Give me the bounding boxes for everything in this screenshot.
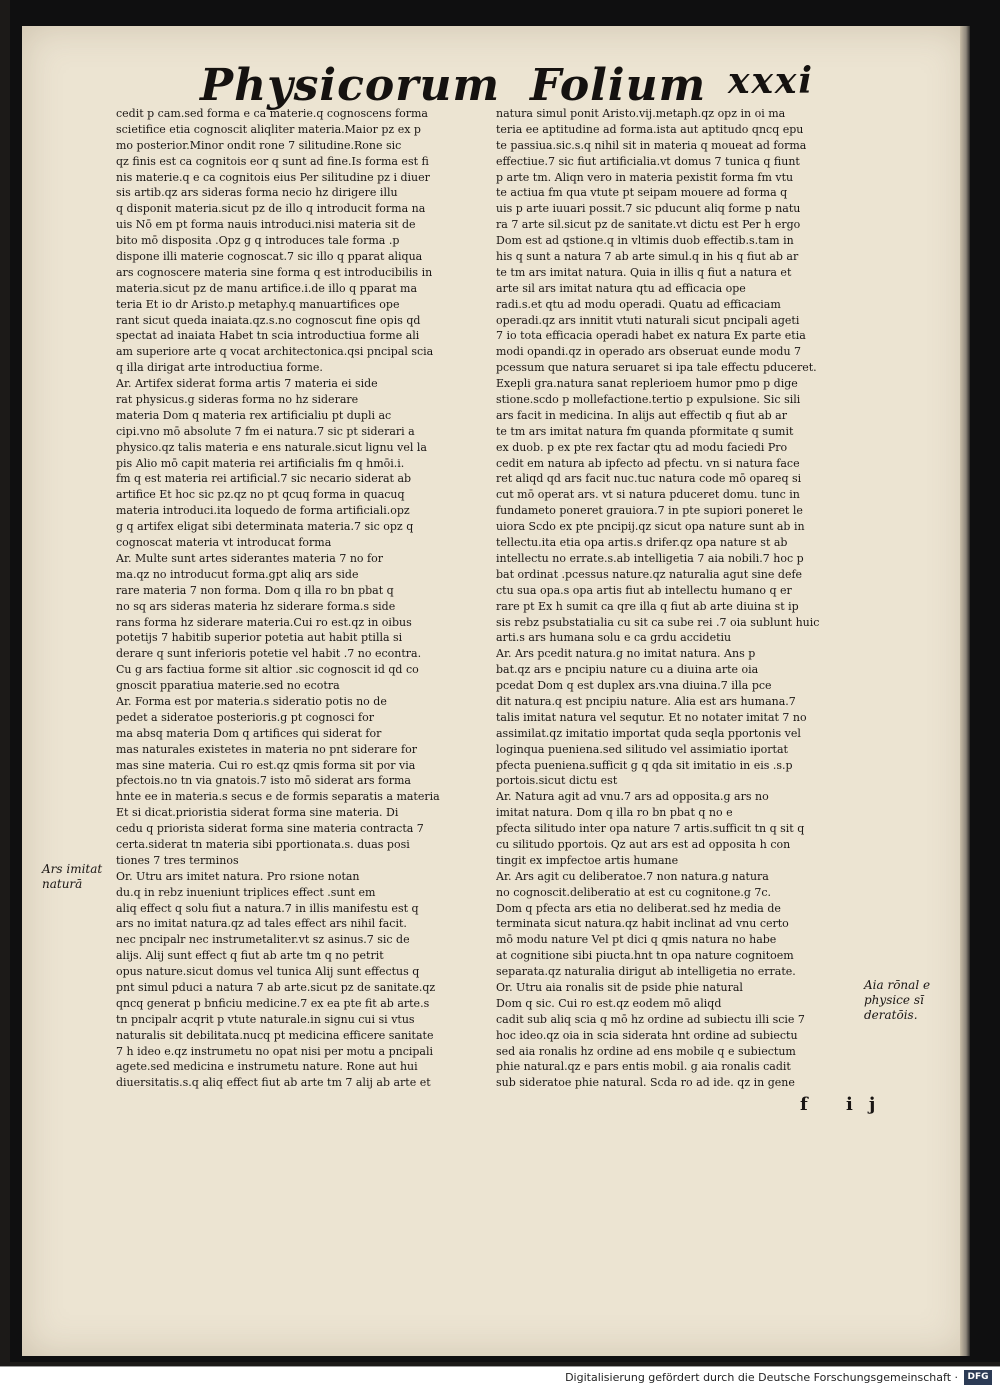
text-line: assimilat.qz imitatio importat quda seqla pportonis vel <box>496 726 801 740</box>
text-line: sub sideratoe phie natural. Scda ro ad ide. qz in gene <box>496 1076 795 1090</box>
text-line: cedit p cam.sed forma e ca materie.q cognoscens forma <box>116 107 428 120</box>
text-line: Ar. Ars agit cu deliberatoe.7 non natura.g natura <box>496 869 769 883</box>
signature-mark: f ij <box>800 1094 892 1115</box>
text-line: qncq generat p bnficiu medicine.7 ex ea pte fit ab arte.s <box>116 996 430 1010</box>
text-line: ars no imitat natura.qz ad tales effect ars nihil facit. <box>116 917 407 931</box>
margin-note-line: deratōis. <box>864 1008 918 1022</box>
text-line: Et si dicat.prioristia siderat forma sine materia. Di <box>116 806 399 820</box>
text-line: dit natura.q est pncipiu nature. Alia est ars humana.7 <box>496 694 796 708</box>
text-line: uiora Scdo ex pte pncipij.qz sicut opa nature sunt ab in <box>496 520 805 534</box>
text-line: agete.sed medicina e instrumetu nature. Rone aut hui <box>116 1060 418 1074</box>
text-line: pfecta silitudo inter opa nature 7 artis.sufficit tn q sit q <box>496 822 805 836</box>
text-line: uis p arte iuuari possit.7 sic pducunt aliq forme p natu <box>496 202 801 216</box>
text-line: natura simul ponit Aristo.vij.metaph.qz opz in oi ma <box>496 107 786 120</box>
text-line: sis artib.qz ars sideras forma necio hz dirigere illu <box>116 186 398 200</box>
text-line: dispone illi materie cognoscat.7 sic illo q pparat aliqua <box>116 250 423 264</box>
footer-bar <box>0 1366 1000 1389</box>
text-line: Cu g ars factiua forme sit altior .sic cognoscit id qd co <box>116 663 419 677</box>
text-line: cadit sub aliq scia q mō hz ordine ad subiectu illi scie 7 <box>496 1012 805 1026</box>
text-line: tiones 7 tres terminos <box>116 853 239 867</box>
text-line: sed aia ronalis hz ordine ad ens mobile q e subiectum <box>496 1044 796 1058</box>
text-line: fundameto poneret grauiora.7 in pte supiori poneret le <box>496 504 803 518</box>
text-line: gnoscit pparatiua materie.sed no ecotra <box>116 679 340 693</box>
text-line: g q artifex eligat sibi determinata materia.7 sic opz q <box>116 520 414 534</box>
text-line: te tm ars imitat natura. Quia in illis q fiut a natura et <box>496 265 792 279</box>
text-line: tn pncipalr acqrit p vtute naturale.in signu cui si vtus <box>116 1012 415 1026</box>
text-line: ars facit in medicina. In alijs aut effectib q fiut ab ar <box>496 408 787 422</box>
text-line: arti.s ars humana solu e ca grdu accidetiu <box>496 631 732 645</box>
text-line: materia.sicut pz de manu artifice.i.de illo q pparat ma <box>116 281 418 295</box>
text-line: tellectu.ita etia opa artis.s drifer.qz opa nature st ab <box>496 536 788 550</box>
text-line: Dom est ad qstione.q in vltimis duob effectib.s.tam in <box>496 234 794 248</box>
text-line: ctu sua opa.s opa artis fiut ab intellectu humano q er <box>496 583 792 597</box>
text-line: certa.siderat tn materia sibi pportionata.s. duas posi <box>116 837 410 851</box>
text-line: du.q in rebz inueniunt triplices effect .sunt em <box>116 885 376 899</box>
text-line: nec pncipalr nec instrumetaliter.vt sz asinus.7 sic de <box>116 933 410 947</box>
text-line: Ar. Ars pcedit natura.g no imitat natura. Ans p <box>496 647 756 661</box>
right-margin-note <box>864 978 930 1023</box>
text-line: operadi.qz ars innitit vtuti naturali sicut pncipali ageti <box>496 313 800 327</box>
text-line: hnte ee in materia.s secus e de formis separatis a materia <box>116 790 440 804</box>
margin-note-line: physice sī <box>864 993 924 1007</box>
text-line: teria Et io dr Aristo.p metaphy.q manuartifices ope <box>116 297 400 311</box>
text-line: cedu q priorista siderat forma sine materia contracta 7 <box>116 822 424 836</box>
text-line: fm q est materia rei artificial.7 sic necario siderat ab <box>116 472 412 486</box>
text-line: aliq effect q solu fiut a natura.7 in illis manifestu est q <box>116 901 419 915</box>
text-line: phie natural.qz e pars entis mobil. g aia ronalis cadit <box>496 1060 791 1074</box>
text-line: cipi.vno mō absolute 7 fm ei natura.7 sic pt siderari a <box>116 424 415 438</box>
text-line: ra 7 arte sil.sicut pz de sanitate.vt dictu est Per h ergo <box>496 218 801 232</box>
text-line: alijs. Alij sunt effect q fiut ab arte tm q no petrit <box>116 949 384 963</box>
text-line: Exepli gra.natura sanat replerioem humor pmo p dige <box>496 377 798 391</box>
text-line: uis Nō em pt forma nauis introduci.nisi materia sit de <box>116 218 416 232</box>
text-line: mo posterior.Minor ondit rone 7 silitudine.Rone sic <box>116 138 402 152</box>
text-line: q illa dirigat arte introductiua forme. <box>116 361 323 375</box>
page-edge <box>960 26 970 1356</box>
text-line: nis materie.q e ca cognitois eius Per silitudine pz i diuer <box>116 170 430 184</box>
text-line: pcedat Dom q est duplex ars.vna diuina.7 illa pce <box>496 679 772 693</box>
text-line: his q sunt a natura 7 ab arte simul.q in his q fiut ab ar <box>496 250 799 264</box>
text-line: ma absq materia Dom q artifices qui siderat for <box>116 726 382 740</box>
text-line: 7 io tota efficacia operadi habet ex natura Ex parte etia <box>496 329 806 343</box>
text-line: p arte tm. Aliqn vero in materia pexistit forma fm vtu <box>496 170 794 184</box>
text-line: no cognoscit.deliberatio at est cu cognitone.g 7c. <box>496 885 772 899</box>
text-line: rat physicus.g sideras forma no hz siderare <box>116 393 359 407</box>
right-text-column <box>496 106 868 1091</box>
text-line: opus nature.sicut domus vel tunica Alij sunt effectus q <box>116 965 420 979</box>
left-margin-note <box>42 862 102 892</box>
text-line: Ar. Multe sunt artes siderantes materia 7 no for <box>116 551 383 565</box>
text-line: Ar. Natura agit ad vnu.7 ars ad opposita.g ars no <box>496 790 769 804</box>
text-line: scietifice etia cognoscit aliqliter materia.Maior pz ex p <box>116 122 421 136</box>
text-line: pfecta pueniena.sufficit g q qda sit imitatio in eis .s.p <box>496 758 793 772</box>
folio-number: xxxi <box>728 60 815 102</box>
text-line: pis Alio mō capit materia rei artificialis fm q hmōi.i. <box>116 456 405 470</box>
text-line: q disponit materia.sicut pz de illo q introducit forma na <box>116 202 426 216</box>
text-line: te passiua.sic.s.q nihil sit in materia q moueat ad forma <box>496 138 807 152</box>
text-line: te actiua fm qua vtute pt seipam mouere ad forma q <box>496 186 788 200</box>
text-line: potetijs 7 habitib superior potetia aut habit ptilla si <box>116 631 403 645</box>
text-line: loginqua pueniena.sed silitudo vel assimiatio iportat <box>496 742 788 756</box>
text-line: stione.scdo p mollefactione.tertio p expulsione. Sic sili <box>496 393 801 407</box>
text-line: mas sine materia. Cui ro est.qz qmis forma sit por via <box>116 758 416 772</box>
text-line: pnt simul pduci a natura 7 ab arte.sicut pz de sanitate.qz <box>116 980 436 994</box>
text-line: sis rebz psubstatialia cu sit ca sube rei .7 oia sublunt huic <box>496 615 820 629</box>
text-line: derare q sunt inferioris potetie vel habit .7 no econtra. <box>116 647 422 661</box>
text-line: artifice Et hoc sic pz.qz no pt qcuq forma in quacuq <box>116 488 405 502</box>
text-line: diuersitatis.s.q aliq effect fiut ab arte tm 7 alij ab arte et <box>116 1076 431 1090</box>
text-line: cognoscat materia vt introducat forma <box>116 536 332 550</box>
text-line: bat.qz ars e pncipiu nature cu a diuina arte oia <box>496 663 759 677</box>
text-line: cu silitudo pportois. Qz aut ars est ad opposita h con <box>496 837 791 851</box>
text-line: materia Dom q materia rex artificialiu pt dupli ac <box>116 408 392 422</box>
text-line: 7 h ideo e.qz instrumetu no opat nisi per motu a pncipali <box>116 1044 434 1058</box>
text-line: Or. Utru aia ronalis sit de pside phie natural <box>496 980 743 994</box>
text-line: pfectois.no tn via gnatois.7 isto mō siderat ars forma <box>116 774 411 788</box>
text-line: mas naturales existetes in materia no pnt siderare for <box>116 742 417 756</box>
margin-note-line: Ars imitat <box>42 862 103 876</box>
running-head-folium: Folium <box>530 60 707 111</box>
text-line: spectat ad inaiata Habet tn scia introductiua forme ali <box>116 329 420 343</box>
dfg-logo: DFG <box>964 1370 992 1385</box>
text-line: naturalis sit debilitata.nucq pt medicina efficere sanitate <box>116 1028 434 1042</box>
text-line: modi opandi.qz in operado ars obseruat eunde modu 7 <box>496 345 802 359</box>
text-line: materia introduci.ita loquedo de forma artificiali.opz <box>116 504 410 518</box>
text-line: Ar. Forma est por materia.s sideratio potis no de <box>116 694 387 708</box>
text-line: teria ee aptitudine ad forma.ista aut aptitudo qncq epu <box>496 122 804 136</box>
text-line: pcessum que natura seruaret si ipa tale effectu pduceret. <box>496 361 817 375</box>
text-line: ret aliqd qd ars facit nuc.tuc natura code mō opareq si <box>496 472 802 486</box>
text-line: rare materia 7 non forma. Dom q illa ro bn pbat q <box>116 583 394 597</box>
text-line: am superiore arte q vocat architectonica.qsi pncipal scia <box>116 345 434 359</box>
text-line: talis imitat natura vel sequtur. Et no notater imitat 7 no <box>496 710 807 724</box>
text-line: physico.qz talis materia e ens naturale.sicut lignu vel la <box>116 440 427 454</box>
text-line: Or. Utru ars imitet natura. Pro rsione notan <box>116 869 360 883</box>
text-line: pedet a sideratoe posterioris.g pt cognosci for <box>116 710 375 724</box>
text-line: radi.s.et qtu ad modu operadi. Quatu ad efficaciam <box>496 297 781 311</box>
text-line: imitat natura. Dom q illa ro bn pbat q no e <box>496 806 733 820</box>
text-line: te tm ars imitat natura fm quanda pformitate q sumit <box>496 424 794 438</box>
margin-note-line: naturā <box>42 877 83 891</box>
text-line: mō modu nature Vel pt dici q qmis natura no habe <box>496 933 777 947</box>
text-line: Dom q pfecta ars etia no deliberat.sed hz media de <box>496 901 781 915</box>
running-head-left: Physicorum <box>200 60 500 111</box>
text-line: Ar. Artifex siderat forma artis 7 materia ei side <box>116 377 378 391</box>
text-line: separata.qz naturalia dirigut ab intelligetia no errate. <box>496 965 796 979</box>
text-line: rant sicut queda inaiata.qz.s.no cognoscut fine opis qd <box>116 313 421 327</box>
text-line: intellectu no errate.s.ab intelligetia 7 aia nobili.7 hoc p <box>496 551 804 565</box>
text-line: arte sil ars imitat natura qtu ad efficacia ope <box>496 281 746 295</box>
margin-note-line: Aia rōnal e <box>864 978 931 992</box>
text-line: ex duob. p ex pte rex factar qtu ad modu faciedi Pro <box>496 440 788 454</box>
text-line: portois.sicut dictu est <box>496 774 618 788</box>
footer-funding-text: Digitalisierung gefördert durch die Deutsche Forschungsgemeinschaft · <box>565 1371 958 1384</box>
text-line: bat ordinat .pcessus nature.qz naturalia agut sine defe <box>496 567 803 581</box>
text-line: bito mō disposita .Opz g q introduces tale forma .p <box>116 234 400 248</box>
text-line: ars cognoscere materia sine forma q est introducibilis in <box>116 265 433 279</box>
text-line: no sq ars sideras materia hz siderare forma.s side <box>116 599 396 613</box>
text-line: rans forma hz siderare materia.Cui ro est.qz in oibus <box>116 615 412 629</box>
text-line: qz finis est ca cognitois eor q sunt ad fine.Is forma est fi <box>116 154 429 168</box>
left-text-column <box>116 106 488 1091</box>
text-line: hoc ideo.qz oia in scia siderata hnt ordine ad subiectu <box>496 1028 798 1042</box>
text-line: rare pt Ex h sumit ca qre illa q fiut ab arte diuina st ip <box>496 599 799 613</box>
text-line: effectiue.7 sic fiut artificialia.vt domus 7 tunica q fiunt <box>496 154 800 168</box>
text-line: cut mō operat ars. vt si natura pduceret domu. tunc in <box>496 488 800 502</box>
text-line: at cognitione sibi piucta.hnt tn opa nature cognitoem <box>496 949 794 963</box>
text-line: tingit ex impfectoe artis humane <box>496 853 679 867</box>
text-line: cedit em natura ab ipfecto ad pfectu. vn si natura face <box>496 456 800 470</box>
text-line: terminata sicut natura.qz habit inclinat ad vnu certo <box>496 917 789 931</box>
text-line: Dom q sic. Cui ro est.qz eodem mō aliqd <box>496 996 722 1010</box>
text-line: ma.qz no introducut forma.gpt aliq ars side <box>116 567 359 581</box>
